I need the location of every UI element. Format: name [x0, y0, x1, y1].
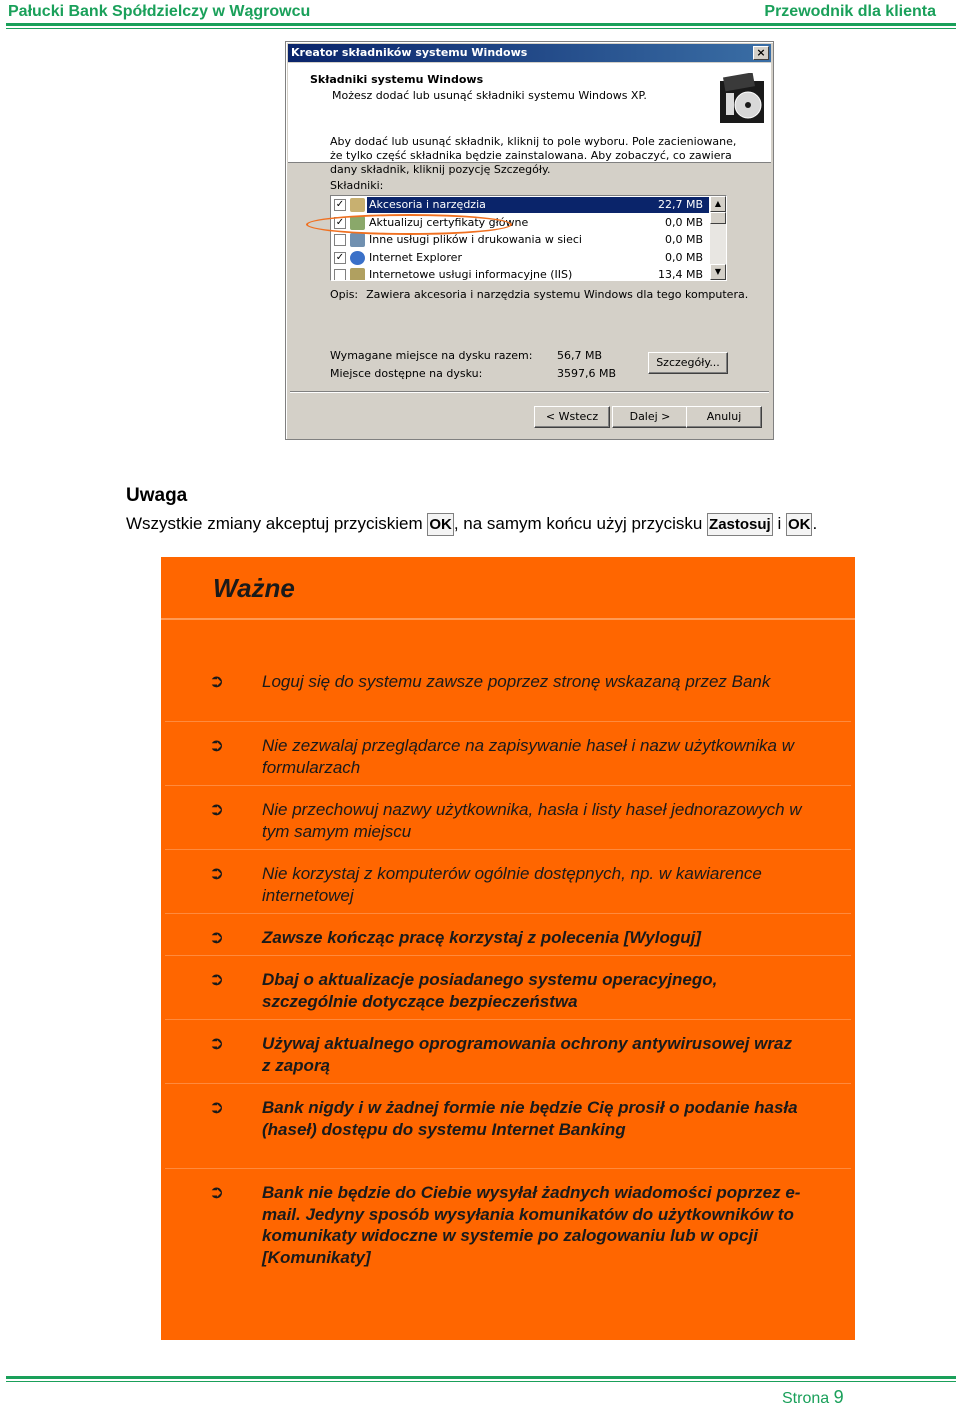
- network-services-icon: [350, 233, 365, 247]
- details-button[interactable]: Szczegóły...: [648, 352, 728, 374]
- wazne-divider: [165, 913, 851, 914]
- listbox-scrollbar[interactable]: [710, 196, 726, 280]
- arrow-icon: ➲: [209, 671, 225, 692]
- banner-subtitle: Możesz dodać lub usunąć składniki systemu Windows XP.: [332, 89, 647, 102]
- scroll-thumb[interactable]: [710, 212, 726, 224]
- wizard-instructions: Aby dodać lub usunąć składnik, kliknij to pole wyboru. Pole zacieniowane, że tylko część składnika będzie zainstalowana. Aby zobaczyć, co zawiera dany składnik, kliknij pozycję Szczegóły.: [330, 135, 737, 176]
- arrow-icon: ➲: [209, 969, 225, 990]
- component-size: 0,0 MB: [664, 215, 703, 229]
- back-button[interactable]: < Wstecz: [534, 406, 610, 428]
- internet-explorer-icon: [350, 251, 365, 265]
- component-name: Aktualizuj certyfikaty główne: [369, 215, 529, 229]
- component-size: 22,7 MB: [657, 198, 703, 211]
- windows-components-wizard: [285, 41, 774, 440]
- wazne-divider: [165, 1168, 851, 1169]
- components-label: Składniki:: [330, 179, 384, 192]
- dialog-title: Kreator składników systemu Windows: [291, 46, 528, 59]
- ok-key-label: OK: [427, 513, 454, 536]
- header-bank-name: Pałucki Bank Spółdzielczy w Wągrowcu: [8, 3, 311, 20]
- header-rule-thin: [6, 28, 956, 29]
- footer-rule-thin: [6, 1381, 956, 1382]
- wazne-divider: [165, 849, 851, 850]
- component-size: 0,0 MB: [664, 233, 703, 246]
- scroll-down-icon[interactable]: ▼: [710, 264, 726, 280]
- wazne-item-text: Używaj aktualnego oprogramowania ochrony antywirusowej wraz z zaporą: [262, 1034, 792, 1075]
- header-rule: [6, 23, 956, 26]
- wazne-item-text: Dbaj o aktualizacje posiadanego systemu operacyjnego, szczególnie dotyczące bezpieczeństwa: [262, 970, 718, 1011]
- components-listbox[interactable]: [330, 195, 727, 281]
- iis-icon: [350, 268, 365, 281]
- description-label: Opis:: [330, 288, 359, 301]
- wazne-item-text: Zawsze kończąc pracę korzystaj z polecenia [Wyloguj]: [262, 928, 701, 947]
- apply-key-label: Zastosuj: [707, 513, 773, 536]
- required-space-label: Wymagane miejsce na dysku razem:: [330, 349, 533, 362]
- available-space-label: Miejsce dostępne na dysku:: [330, 367, 483, 380]
- wazne-item-text: Bank nie będzie do Ciebie wysyłał żadnych wiadomości poprzez e-mail. Jedyny sposób wysyłania komunikatów do użytkowników to komunikaty widoczne w systemie po zalogowaniu lub w opcji [Komunikaty]: [262, 1183, 801, 1267]
- highlight-ellipse: [306, 214, 512, 235]
- close-icon: ×: [756, 46, 766, 59]
- wazne-divider: [165, 955, 851, 956]
- header-guide-title: Przewodnik dla klienta: [764, 3, 936, 20]
- component-checkbox[interactable]: ✓: [335, 251, 345, 263]
- component-row[interactable]: [331, 197, 711, 214]
- uwaga-text-3: i: [772, 514, 786, 533]
- arrow-icon: ➲: [209, 799, 225, 820]
- wazne-title: Ważne: [213, 573, 295, 603]
- scroll-up-icon[interactable]: ▲: [710, 196, 726, 212]
- component-name: Akcesoria i narzędzia: [369, 198, 486, 211]
- component-checkbox[interactable]: ✓: [335, 216, 345, 228]
- uwaga-text-4: .: [812, 514, 818, 533]
- uwaga-text-1: Wszystkie zmiany akceptuj przyciskiem: [126, 514, 428, 533]
- arrow-icon: ➲: [209, 927, 225, 948]
- wazne-divider: [165, 1019, 851, 1020]
- wazne-item-text: Nie korzystaj z komputerów ogólnie dostępnych, np. w kawiarence internetowej: [262, 864, 762, 905]
- banner-title: Składniki systemu Windows: [310, 73, 484, 86]
- arrow-icon: ➲: [209, 1097, 225, 1118]
- page-number: 9: [833, 1387, 844, 1407]
- required-space-value: 56,7 MB: [557, 349, 603, 362]
- cancel-button[interactable]: Anuluj: [686, 406, 762, 428]
- page-footer: [782, 1387, 844, 1408]
- arrow-icon: ➲: [209, 1182, 225, 1203]
- ok-key-label-2: OK: [786, 513, 813, 536]
- wazne-divider: [165, 785, 851, 786]
- available-space-value: 3597,6 MB: [557, 367, 617, 380]
- close-button[interactable]: [753, 46, 769, 60]
- component-name: Inne usługi plików i drukowania w sieci: [369, 233, 582, 246]
- uwaga-text-2: , na samym końcu użyj przycisku: [453, 514, 708, 533]
- wazne-item-text: Bank nigdy i w żadnej formie nie będzie Cię prosił o podanie hasła (haseł) dostępu do systemu Internet Banking: [262, 1098, 798, 1139]
- component-checkbox[interactable]: ✓: [335, 199, 345, 210]
- arrow-icon: ➲: [209, 735, 225, 756]
- dialog-titlebar: [288, 44, 771, 62]
- component-row[interactable]: [331, 267, 711, 281]
- wazne-item-text: Nie zezwalaj przeglądarce na zapisywanie haseł i nazw użytkownika w formularzach: [262, 736, 794, 777]
- wazne-panel: [161, 557, 855, 1340]
- component-checkbox[interactable]: [334, 269, 346, 281]
- wazne-item-text: Loguj się do systemu zawsze poprzez stronę wskazaną przez Bank: [262, 672, 771, 691]
- component-row[interactable]: [331, 250, 711, 267]
- arrow-icon: ➲: [209, 1033, 225, 1054]
- uwaga-title: Uwaga: [126, 485, 188, 506]
- footer-label: Strona: [782, 1390, 830, 1407]
- component-checkbox[interactable]: [334, 234, 346, 246]
- description: [330, 288, 748, 301]
- uwaga-text: [126, 513, 817, 536]
- footer-rule: [6, 1376, 956, 1379]
- component-name: Internetowe usługi informacyjne (IIS): [369, 268, 573, 281]
- accessories-icon: [350, 198, 365, 212]
- arrow-icon: ➲: [209, 863, 225, 884]
- wazne-item-text: Nie przechowuj nazwy użytkownika, hasła i listy haseł jednorazowych w tym samym miejscu: [262, 800, 802, 841]
- dialog-separator: [290, 391, 769, 393]
- wazne-divider: [165, 1083, 851, 1084]
- wazne-rule: [161, 618, 855, 620]
- component-size: 0,0 MB: [664, 250, 703, 264]
- wizard-box-icon: [718, 73, 768, 125]
- wazne-divider: [165, 721, 851, 722]
- component-name: Internet Explorer: [369, 250, 462, 264]
- component-size: 13,4 MB: [657, 268, 703, 281]
- next-button[interactable]: Dalej >: [612, 406, 688, 428]
- description-value: Zawiera akcesoria i narzędzia systemu Windows dla tego komputera.: [366, 288, 749, 301]
